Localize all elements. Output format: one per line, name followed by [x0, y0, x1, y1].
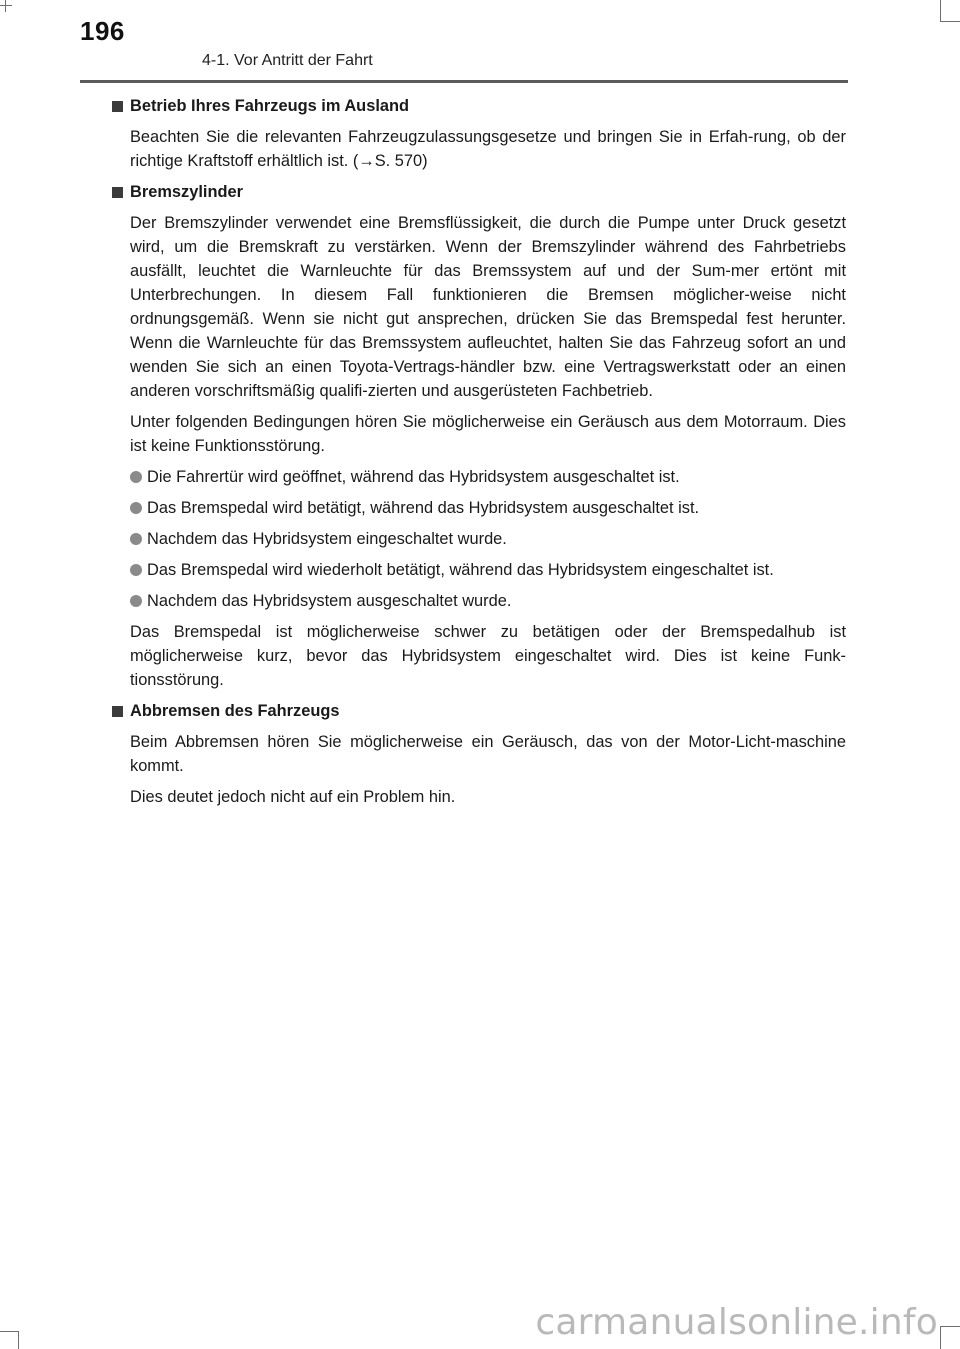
square-bullet-icon — [112, 187, 123, 198]
crop-mark — [940, 1326, 941, 1349]
list-item — [130, 558, 846, 582]
list-item — [130, 465, 846, 489]
paragraph: Das Bremspedal ist möglicherweise schwer zu betätigen oder der Bremspedalhub ist möglicherweise kurz, bevor das Hybridsystem eingeschaltet wird. Dies ist keine Funk-tionsstörung. — [130, 623, 846, 689]
circle-bullet-icon — [130, 533, 142, 545]
section-heading — [112, 699, 846, 723]
list-item — [130, 496, 846, 520]
page-number: 196 — [80, 16, 125, 46]
crop-mark — [18, 1331, 19, 1349]
list-item-text: Die Fahrertür wird geöffnet, während das Hybridsystem ausgeschaltet ist. — [147, 468, 680, 486]
list-item-text: Nachdem das Hybridsystem ausgeschaltet wurde. — [147, 592, 512, 610]
paragraph: Beachten Sie die relevanten Fahrzeugzulassungsgesetze und bringen Sie in Erfah-rung, ob der richtige Kraftstoff erhältlich ist. (→S. 570) — [130, 128, 846, 170]
paragraph: Unter folgenden Bedingungen hören Sie möglicherweise ein Geräusch aus dem Motorraum. Dies ist keine Funktionsstörung. — [130, 413, 846, 455]
circle-bullet-icon — [130, 595, 142, 607]
watermark: carmanualsonline.info — [535, 1302, 938, 1343]
crop-mark — [940, 1326, 960, 1327]
list-item-text: Das Bremspedal wird wiederholt betätigt, während das Hybridsystem eingeschaltet ist. — [147, 561, 774, 579]
paragraph: Dies deutet jedoch nicht auf ein Problem hin. — [130, 788, 456, 806]
heading-text: Betrieb Ihres Fahrzeugs im Ausland — [130, 97, 410, 115]
square-bullet-icon — [112, 706, 123, 717]
section-heading — [112, 180, 846, 204]
circle-bullet-icon — [130, 502, 142, 514]
page-header — [0, 0, 960, 82]
document-body — [112, 94, 846, 816]
list-item-text: Nachdem das Hybridsystem eingeschaltet wurde. — [147, 530, 507, 548]
header-divider — [80, 80, 848, 83]
crop-mark — [0, 1331, 18, 1332]
square-bullet-icon — [112, 101, 123, 112]
section-title: 4-1. Vor Antritt der Fahrt — [202, 52, 373, 69]
list-item — [130, 527, 846, 551]
list-item-text: Das Bremspedal wird betätigt, während das Hybridsystem ausgeschaltet ist. — [147, 499, 700, 517]
circle-bullet-icon — [130, 471, 142, 483]
heading-text: Bremszylinder — [130, 183, 243, 201]
circle-bullet-icon — [130, 564, 142, 576]
heading-text: Abbremsen des Fahrzeugs — [130, 702, 340, 720]
paragraph: Beim Abbremsen hören Sie möglicherweise ein Geräusch, das von der Motor-Licht-maschine kommt. — [130, 733, 846, 775]
list-item — [130, 589, 846, 613]
section-heading — [112, 94, 846, 118]
paragraph: Der Bremszylinder verwendet eine Bremsflüssigkeit, die durch die Pumpe unter Druck gesetzt wird, um die Bremskraft zu verstärken. Wenn der Bremszylinder während des Fahrbetriebs ausfällt, leuchtet die Warnleuchte für das Bremssystem auf und der Sum-mer ertönt mit Unterbrechungen. In diesem Fall funktionieren die Bremsen möglicher-weise nicht ordnungsgemäß. Wenn sie nicht gut ansprechen, drücken Sie das Bremspedal fest herunter. Wenn die Warnleuchte für das Bremssystem aufleuchtet, halten Sie das Fahrzeug sofort an und wenden Sie sich an einen Toyota-Vertrags-händler bzw. eine Vertragswerkstatt oder an einen anderen vorschriftsmäßig qualifi-zierten und ausgerüsteten Fachbetrieb. — [130, 214, 846, 400]
